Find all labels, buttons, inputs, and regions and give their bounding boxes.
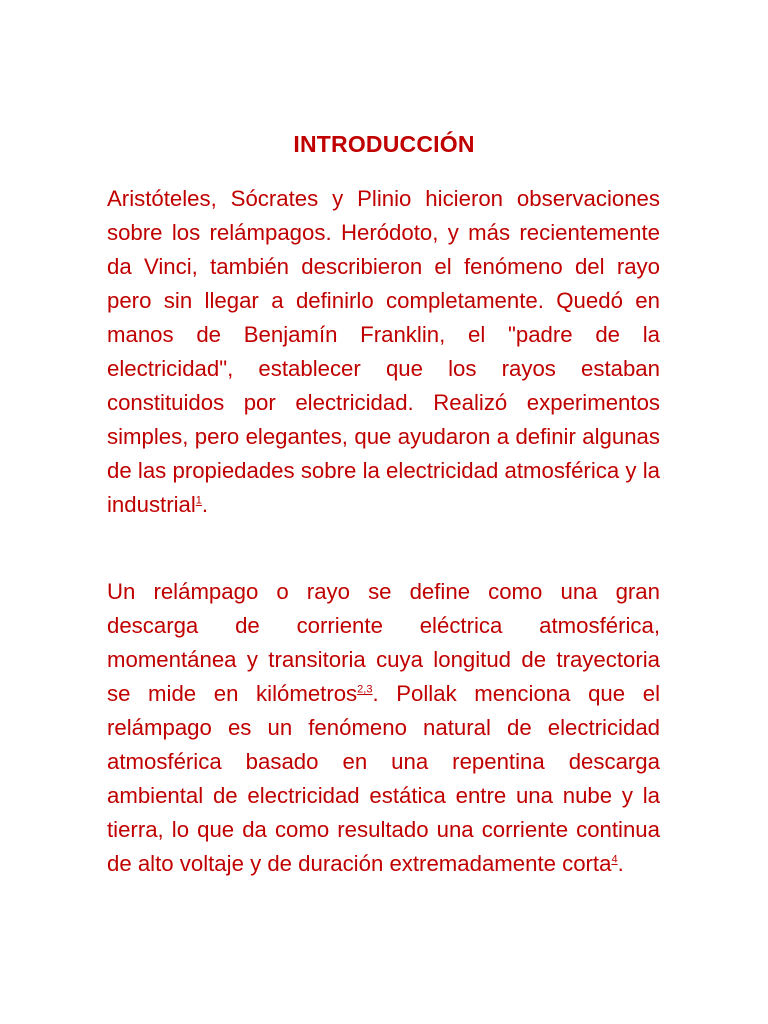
paragraph-2-end: . — [617, 851, 624, 876]
section-title: INTRODUCCIÓN — [293, 131, 475, 157]
paragraph-2 — [107, 575, 660, 881]
paragraph-2-text-b: . Pollak menciona que el relámpago es un fenómeno natural de electricidad atmosférica basado en una repentina descarga ambiental de electricidad estática entre una nube y la tierra, lo que da como resultado una corriente continua de alto voltaje y de duración extremadamente corta — [107, 681, 660, 876]
footnote-ref-2-3[interactable]: 2,3 — [357, 683, 373, 696]
paragraph-1-end: . — [201, 492, 209, 517]
paragraph-1 — [107, 182, 660, 522]
paragraph-1-text: Aristóteles, Sócrates y Plinio hicieron observaciones sobre los relámpagos. Heródoto, y más recientemente da Vinci, también describieron el fenómeno del rayo pero sin llegar a definirlo completamente. Quedó en manos de Benjamín Franklin, el "padre de la electricidad", establecer que los rayos estaban constituidos por electricidad. Realizó experimentos simples, pero elegantes, que ayudaron a definir algunas de las propiedades sobre la electricidad atmosférica y la industrial — [107, 186, 660, 517]
footnote-ref-1[interactable]: 1 — [195, 494, 202, 507]
footnote-ref-4[interactable]: 4 — [611, 853, 618, 866]
paragraph-2-text-a: Un relámpago o rayo se define como una gran descarga de corriente eléctrica atmosférica, momentánea y transitoria cuya longitud de trayectoria se mide en kilómetros — [107, 579, 660, 706]
